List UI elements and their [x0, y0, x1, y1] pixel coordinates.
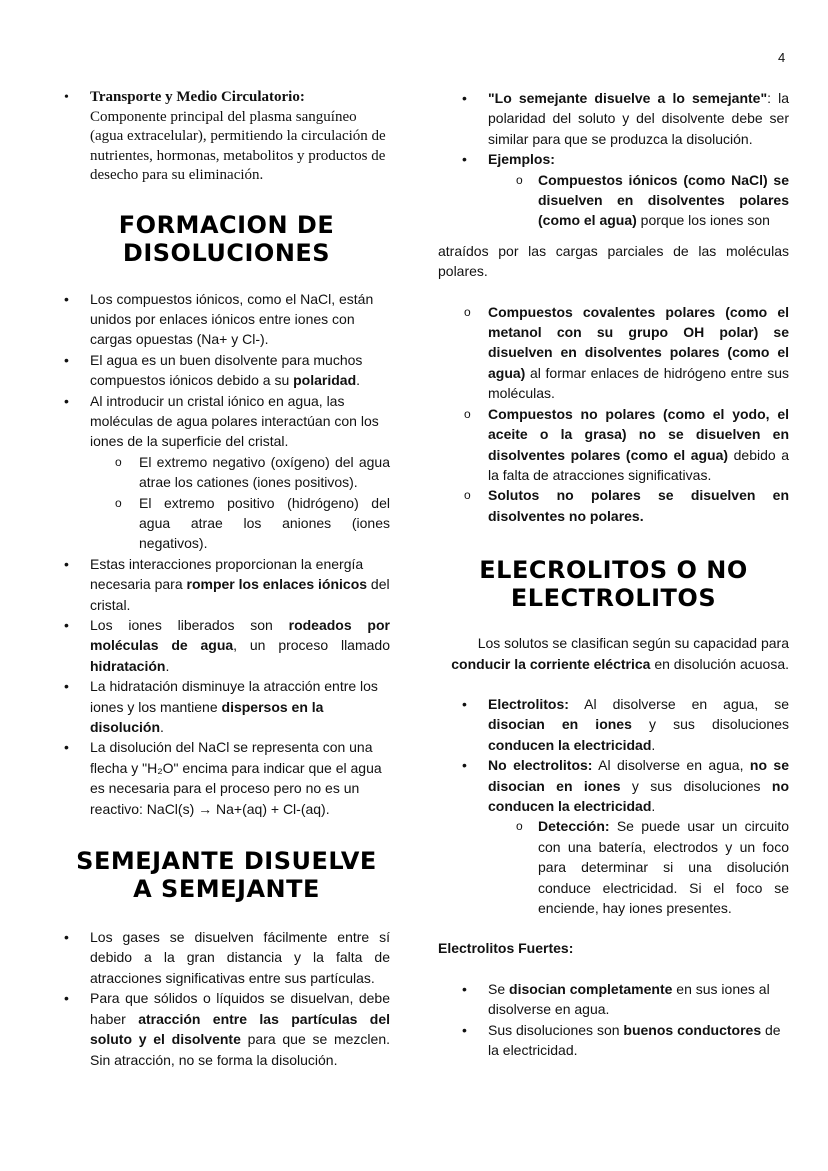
- formacion-s1: El extremo negativo (oxígeno) del agua atrae los cationes (iones positivos).: [139, 453, 390, 491]
- sub-list-item: [438, 404, 789, 486]
- ejemplo-1-text: porque los iones son: [636, 212, 770, 229]
- sub-list-item: [438, 170, 789, 231]
- semejante-b2-bold: atracción entre las partículas del soluto y el disolvente: [90, 1010, 390, 1048]
- no-electrolitos-text3: .: [651, 797, 656, 814]
- ejemplos-label: Ejemplos:: [488, 151, 555, 168]
- list-item: [63, 391, 390, 452]
- electrolitos-list: [438, 694, 789, 918]
- electrolitos-intro-bold: conducir la corriente eléctrica: [451, 655, 651, 672]
- sub-list-item: [438, 302, 789, 404]
- no-electrolitos-label: No electrolitos:: [488, 757, 593, 774]
- electrolitos-bold2: conducen la electricidad: [488, 736, 652, 753]
- list-item: [63, 988, 390, 1070]
- transport-title: Transporte y Medio Circulatorio:: [90, 89, 305, 105]
- formacion-b6-post: .: [160, 719, 164, 736]
- transport-text: Componente principal del plasma sanguíneo (agua extracelular), permitiendo la circulación de nutrientes, hormonas, metabolitos y productos de desecho para su eliminación.: [90, 108, 386, 183]
- formacion-b5-post: .: [165, 657, 170, 674]
- lo-semejante-text: : la polaridad del soluto y del disolvente debe ser similar para que se produzca la disolución.: [488, 90, 789, 147]
- list-item: • "Lo semejante disuelve a lo semejante": la polaridad del soluto y del disolvente debe ser similar para que se produzca la disolución.: [462, 90, 789, 147]
- list-item: [63, 615, 390, 676]
- list-item: [63, 554, 390, 615]
- sub-list-item: [63, 493, 390, 554]
- fuertes-b2-post: de la electricidad.: [488, 1021, 781, 1059]
- electrolitos-label: Electrolitos:: [488, 695, 569, 712]
- sub-list-item: [438, 485, 789, 526]
- semejante-list: [63, 927, 390, 1070]
- no-electrolitos-bold1: no se disocian en iones: [488, 757, 789, 794]
- list-item: [63, 676, 390, 737]
- formacion-b2-bold: polaridad: [293, 372, 357, 389]
- formacion-b2-post: .: [356, 372, 361, 389]
- formacion-b5-mid: , un proceso llamado: [233, 637, 390, 654]
- no-electrolitos-text2: y sus disoluciones: [620, 777, 772, 794]
- formacion-b4-post: del cristal.: [90, 576, 390, 613]
- electrolitos-text2: y sus disoluciones: [631, 716, 789, 733]
- list-item: [63, 88, 390, 186]
- sub-list-item: [438, 816, 789, 918]
- deteccion-text: Se puede usar un circuito con una batería, electrodos y un foco para determinar si una disolución conduce electricidad. Si el foco se enciende, hay iones presentes.: [538, 818, 789, 916]
- list-item: • Sus disoluciones son buenos conductores de la electricidad.: [462, 1021, 781, 1059]
- formacion-b6-text: La hidratación disminuye la atracción entre los iones y los mantiene: [90, 678, 378, 715]
- sub-list-item: [63, 452, 390, 493]
- list-item: [63, 289, 390, 350]
- ejemplo-3-text: debido a la falta de atracciones significativas.: [488, 446, 789, 483]
- heading-semejante: SEMEJANTE DISUELVE A SEMEJANTE: [76, 847, 377, 904]
- formacion-b4-bold: romper los enlaces iónicos: [186, 576, 368, 593]
- formacion-s2: El extremo positivo (hidrógeno) del agua atrae los aniones (iones negativos).: [139, 494, 390, 552]
- fuertes-b2-text: Sus disoluciones son: [488, 1021, 624, 1038]
- semejante-b1: Los gases se disuelven fácilmente entre sí debido a la gran distancia y la falta de atracciones significativas entre sus partículas.: [90, 929, 390, 986]
- electrolitos-intro-post: en disolución acuosa.: [650, 655, 789, 672]
- fuertes-b1-bold: disocian completamente: [509, 980, 673, 997]
- deteccion-label: Detección:: [538, 818, 610, 835]
- list-item: • No electrolitos: Al disolverse en agua, no se disocian en iones y sus disoluciones no conducen la electricidad.: [462, 757, 789, 814]
- page-number: 4: [778, 50, 786, 65]
- lo-semejante-bold: "Lo semejante disuelve a lo semejante": [488, 90, 768, 106]
- semejante-b2-post: para que se mezclen. Sin atracción, no se forma la disolución.: [90, 1031, 390, 1068]
- list-item: [63, 927, 390, 988]
- list-item: • Ejemplos:: [462, 151, 555, 168]
- ejemplo-4-bold: Solutos no polares se disuelven en disolventes no polares.: [488, 487, 789, 524]
- heading-electrolitos: ELECROLITOS O NO ELECTROLITOS: [479, 556, 748, 613]
- formacion-b6-bold: dispersos en la disolución: [90, 698, 324, 736]
- formacion-list: [63, 289, 390, 820]
- electrolitos-text1: Al disolverse en agua, se: [568, 695, 789, 712]
- list-item: [63, 737, 390, 819]
- semejante-detail-list: [438, 88, 789, 231]
- ejemplo-continuation: atraídos por las cargas parciales de las moléculas polares.: [438, 242, 789, 280]
- no-electrolitos-bold2: no conducen la electricidad: [488, 777, 789, 814]
- fuertes-heading: [438, 938, 789, 958]
- transport-list: [63, 88, 390, 186]
- fuertes-b1-text: Se: [488, 980, 510, 997]
- list-item: [63, 350, 390, 391]
- electrolitos-intro: [438, 633, 789, 674]
- formacion-b1: Los compuestos iónicos, como el NaCl, están unidos por enlaces iónicos entre iones con cargas opuestas (Na+ y Cl-).: [90, 290, 374, 348]
- semejante-b2-text: Para que sólidos o líquidos se disuelvan, debe haber: [90, 990, 390, 1027]
- formacion-b7: La disolución del NaCl se representa con una flecha y "H₂O" encima para indicar que el agua es necesaria para el proceso pero no es un reactivo: NaCl(s) → Na+(aq) + Cl-(aq).: [90, 739, 382, 817]
- ejemplo-3-bold: Compuestos no polares (como el yodo, el aceite o la grasa) no se disuelven en disolventes polares (como el agua): [488, 405, 789, 463]
- heading-formacion: FORMACION DE DISOLUCIONES: [118, 210, 335, 267]
- fuertes-b1-post: en sus iones al disolverse en agua.: [488, 980, 770, 1018]
- formacion-b5-text: Los iones liberados son: [90, 617, 289, 633]
- formacion-b5-bold1: rodeados por moléculas de agua: [90, 617, 390, 654]
- fuertes-list: [438, 979, 789, 1061]
- ejemplos-list: [438, 302, 789, 526]
- list-item: • Electrolitos: Al disolverse en agua, se disocian en iones y sus disoluciones conducen la electricidad.: [462, 695, 789, 753]
- right-column: [438, 88, 789, 1060]
- electrolitos-intro-text: Los solutos se clasifican según su capacidad para: [477, 635, 789, 652]
- left-column: [63, 88, 390, 1070]
- formacion-b5-bold2: hidratación: [90, 657, 166, 674]
- formacion-b2-text: El agua es un buen disolvente para muchos compuestos iónicos debido a su: [90, 351, 363, 389]
- formacion-b3: Al introducir un cristal iónico en agua, las moléculas de agua polares interactúan con los iones de la superficie del cristal.: [90, 392, 379, 450]
- ejemplo-2-text: al formar enlaces de hidrógeno entre sus moléculas.: [488, 364, 789, 402]
- ejemplo-1-bold: Compuestos iónicos (como NaCl) se disuelven en disolventes polares (como el agua): [538, 171, 789, 229]
- fuertes-b2-bold: buenos conductores: [623, 1021, 762, 1038]
- electrolitos-text3: .: [651, 736, 656, 753]
- list-item: • Se disocian completamente en sus iones al disolverse en agua.: [462, 980, 770, 1018]
- ejemplo-2-bold: Compuestos covalentes polares (como el metanol con su grupo OH polar) se disuelven en disolventes polares (como el agua): [488, 303, 789, 381]
- no-electrolitos-text1: Al disolverse en agua,: [592, 757, 750, 774]
- formacion-b4-text: Estas interacciones proporcionan la energía necesaria para: [90, 555, 364, 593]
- fuertes-heading-text: Electrolitos Fuertes:: [438, 940, 574, 957]
- electrolitos-bold1: disocian en iones: [488, 716, 632, 733]
